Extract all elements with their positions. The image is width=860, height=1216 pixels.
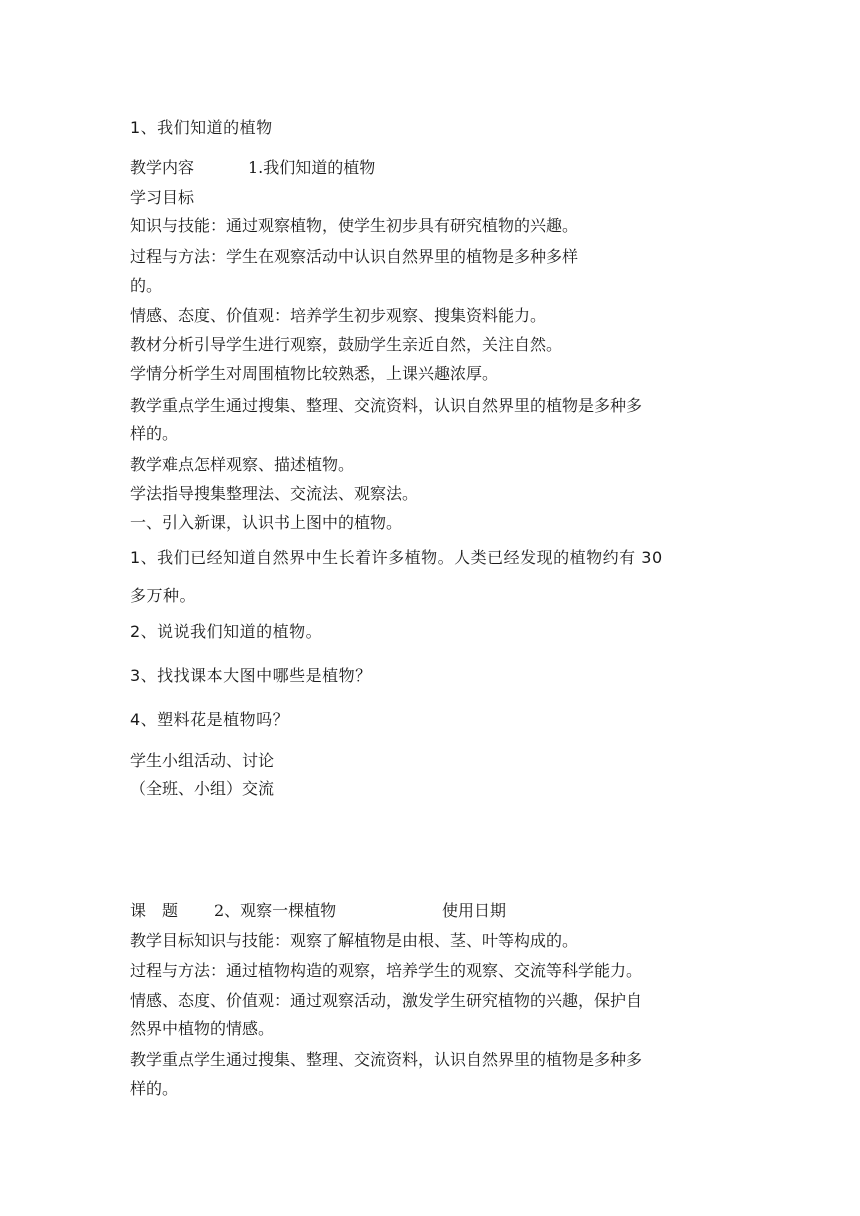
- lesson2-process-line: 过程与方法：通过植物构造的观察，培养学生的观察、交流等科学能力。: [130, 961, 643, 980]
- lesson2-emotion-line-a: 情感、态度、价值观：通过观察活动，激发学生研究植物的兴趣，保护自: [130, 991, 643, 1010]
- lesson2-key-point-line-a: 教学重点学生通过搜集、整理、交流资料，认识自然界里的植物是多种多: [130, 1050, 643, 1069]
- step1-line-b: 多万种。: [130, 586, 197, 605]
- lesson2-key-point-line-b: 样的。: [130, 1079, 179, 1098]
- step1-line-a: 1、我们已经知道自然界中生长着许多植物。人类已经发现的植物约有 30: [130, 548, 663, 567]
- intro-line: 一、引入新课，认识书上图中的植物。: [130, 513, 403, 532]
- process-line-b: 的。: [130, 276, 163, 295]
- content-value: 1.我们知道的植物: [248, 158, 376, 177]
- objectives-label: 学习目标: [130, 188, 195, 207]
- group-activity-line: 学生小组活动、讨论: [130, 751, 275, 770]
- key-point-line-a: 教学重点学生通过搜集、整理、交流资料，认识自然界里的植物是多种多: [130, 396, 643, 415]
- material-analysis-line: 教材分析引导学生进行观察，鼓励学生亲近自然，关注自然。: [130, 335, 563, 354]
- lesson2-emotion-line-b: 然界中植物的情感。: [130, 1019, 275, 1038]
- knowledge-line: 知识与技能：通过观察植物，使学生初步具有研究植物的兴趣。: [130, 216, 579, 235]
- date-label: 使用日期: [442, 901, 507, 920]
- content-label: 教学内容: [130, 158, 195, 177]
- process-line-a: 过程与方法：学生在观察活动中认识自然界里的植物是多种多样: [130, 247, 579, 266]
- content-row: [130, 158, 375, 178]
- situation-analysis-line: 学情分析学生对周围植物比较熟悉，上课兴趣浓厚。: [130, 364, 499, 383]
- lesson2-objectives-line: 教学目标知识与技能：观察了解植物是由根、茎、叶等构成的。: [130, 931, 579, 950]
- step2-line: 2、说说我们知道的植物。: [130, 622, 323, 641]
- key-point-line-b: 样的。: [130, 424, 179, 443]
- emotion-line: 情感、态度、价值观：培养学生初步观察、搜集资料能力。: [130, 306, 547, 325]
- exchange-line: （全班、小组）交流: [130, 779, 275, 798]
- lesson1-title: 1、我们知道的植物: [130, 118, 273, 137]
- step4-line: 4、塑料花是植物吗？: [130, 710, 290, 729]
- method-line: 学法指导搜集整理法、交流法、观察法。: [130, 484, 419, 503]
- step3-line: 3、找找课本大图中哪些是植物？: [130, 666, 372, 685]
- difficulty-line: 教学难点怎样观察、描述植物。: [130, 455, 355, 474]
- topic-label: 课 题: [130, 901, 179, 920]
- topic-value: 2、观察一棵植物: [214, 901, 337, 920]
- lesson2-topic-row: [130, 901, 506, 921]
